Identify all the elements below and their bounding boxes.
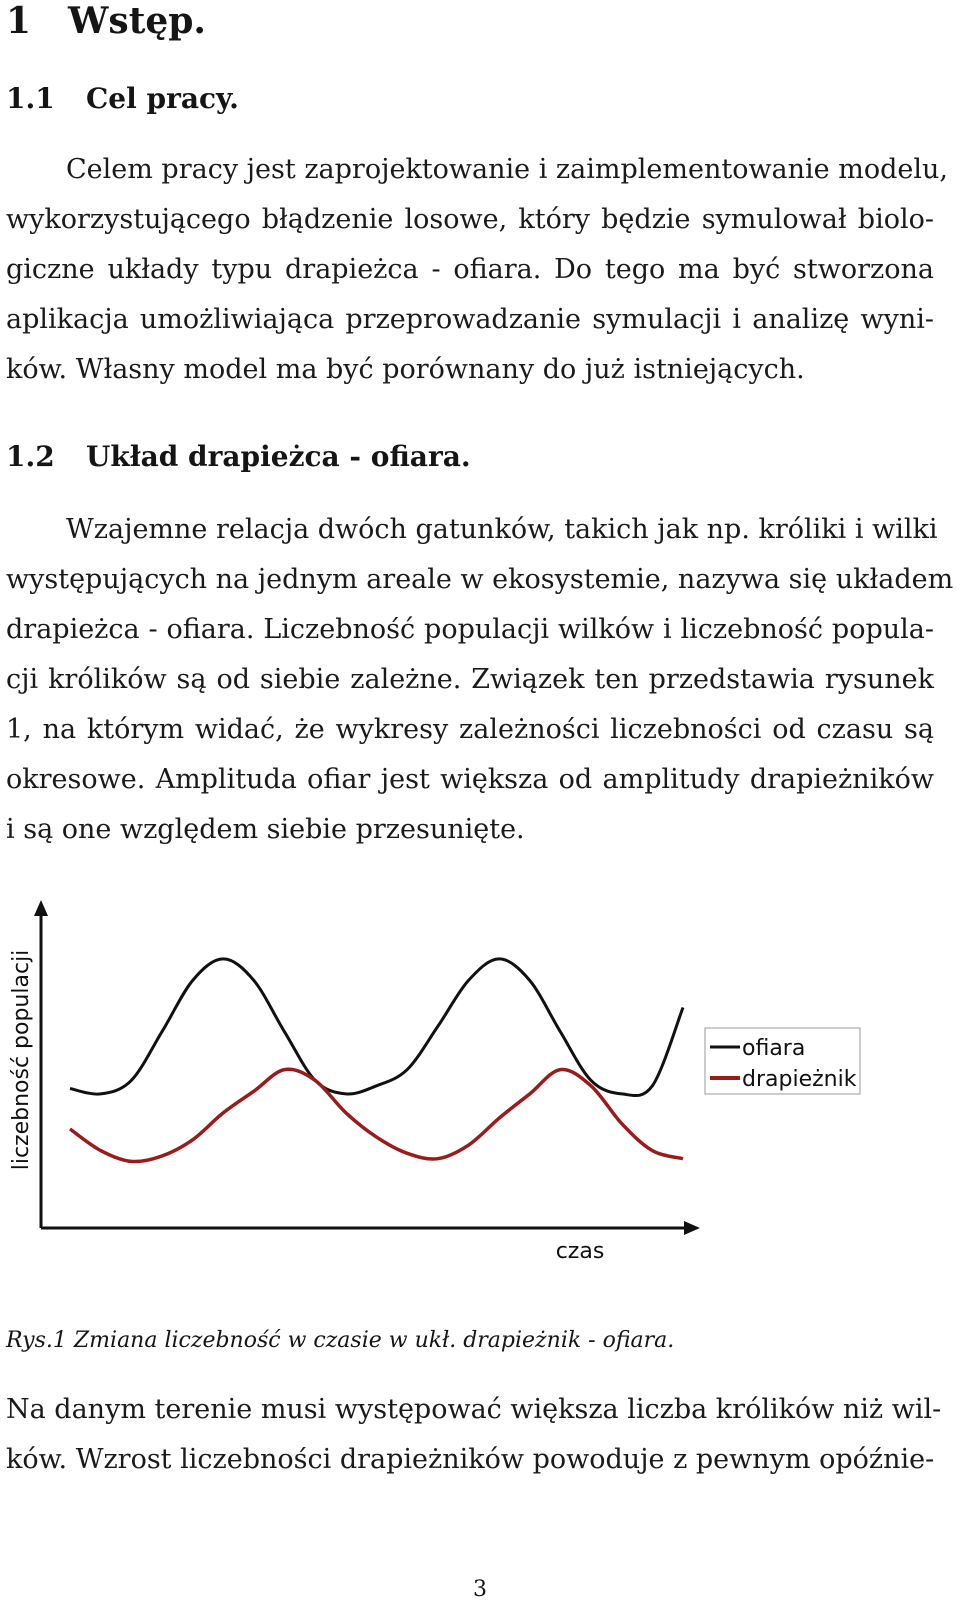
- x-axis: [41, 1221, 700, 1235]
- series-line-drapieznik: [70, 1069, 683, 1161]
- y-axis-arrow-icon: [34, 900, 48, 916]
- x-axis-arrow-icon: [684, 1221, 700, 1235]
- paragraph-line: okresowe. Amplituda ofiar jest większa od amplitudy drapieżników: [6, 764, 934, 795]
- section-heading-1-2: [6, 440, 471, 473]
- chapter-heading: [6, 0, 206, 42]
- paragraph-line: ków. Wzrost liczebności drapieżników powoduje z pewnym opóźnie-: [6, 1444, 935, 1475]
- section-number: 1.2: [6, 440, 55, 473]
- paragraph-line: cji królików są od siebie zależne. Związek ten przedstawia rysunek: [6, 664, 934, 695]
- population-chart: [0, 900, 960, 1280]
- figure-caption: Rys.1 Zmiana liczebność w czasie w ukł. drapieżnik - ofiara.: [6, 1328, 675, 1353]
- legend-label-ofiara: ofiara: [742, 1036, 806, 1061]
- paragraph-line: drapieżca - ofiara. Liczebność populacji wilków i liczebność popula-: [6, 614, 934, 645]
- y-axis: [34, 900, 48, 1228]
- section-number: 1.1: [6, 82, 55, 115]
- paragraph-line: Wzajemne relacja dwóch gatunków, takich jak np. króliki i wilki: [66, 514, 938, 545]
- section-heading-1-1: [6, 82, 239, 115]
- paragraph-line: 1, na którym widać, że wykresy zależności liczebności od czasu są: [6, 714, 934, 745]
- y-axis-label: liczebność populacji: [9, 949, 34, 1171]
- chapter-title: Wstęp.: [68, 0, 206, 42]
- legend-label-drapieznik: drapieżnik: [742, 1067, 857, 1092]
- section-title: Układ drapieżca - ofiara.: [86, 440, 471, 473]
- section-title: Cel pracy.: [86, 82, 239, 115]
- x-axis-label: czas: [555, 1239, 605, 1264]
- chapter-number: 1: [6, 0, 32, 42]
- paragraph-line: aplikacja umożliwiająca przeprowadzanie symulacji i analizę wyni-: [6, 304, 934, 335]
- paragraph-line: występujących na jednym areale w ekosystemie, nazywa się układem: [6, 564, 954, 595]
- paragraph-line: i są one względem siebie przesunięte.: [6, 814, 525, 845]
- paragraph-line: wykorzystującego błądzenie losowe, który będzie symulował biolo-: [6, 204, 934, 235]
- paragraph-line: giczne układy typu drapieżca - ofiara. Do tego ma być stworzona: [6, 254, 934, 285]
- paragraph-line: ków. Własny model ma być porównany do już istniejących.: [6, 354, 805, 385]
- paragraph-line: Na danym terenie musi występować większa liczba królików niż wil-: [6, 1394, 942, 1425]
- page-number: 3: [473, 1577, 487, 1602]
- legend: [705, 1028, 860, 1094]
- series-line-ofiara: [70, 959, 683, 1096]
- paragraph-line: Celem pracy jest zaprojektowanie i zaimplementowanie modelu,: [66, 154, 948, 185]
